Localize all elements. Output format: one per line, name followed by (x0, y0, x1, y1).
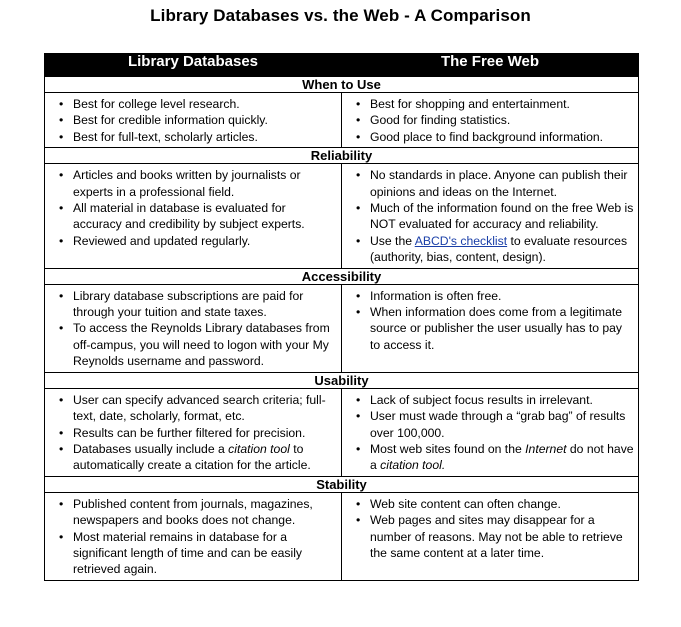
page-title: Library Databases vs. the Web - A Comparison (150, 6, 531, 25)
list-item: • Much of the information found on the free Web is NOT evaluated for accuracy and reliability. (342, 200, 634, 233)
comparison-table (44, 53, 639, 581)
list-item: • All material in database is evaluated for accuracy and credibility by subject experts. (45, 200, 337, 233)
list-item: • When information does come from a legitimate source or publisher the user usually has to pay to access it. (342, 304, 634, 353)
list-item: • Lack of subject focus results in irrelevant. (342, 392, 634, 408)
list-item: • Reviewed and updated regularly. (45, 233, 337, 249)
web-cell (342, 164, 639, 268)
column-header-row (45, 54, 639, 77)
web-cell (342, 93, 639, 148)
text-part: do not have a (370, 441, 634, 473)
list-item: • User can specify advanced search criteria; full-text, date, scholarly, format, etc. (45, 392, 337, 425)
italic-text: Internet (525, 441, 567, 456)
library-cell (45, 164, 342, 268)
list-item: • Best for shopping and entertainment. (342, 96, 634, 112)
web-cell (342, 388, 639, 476)
list-item: • Most material remains in database for a significant length of time and can be easily retrieved again. (45, 529, 337, 578)
list-item: • Articles and books written by journalists or experts in a professional field. (45, 167, 337, 200)
library-cell (45, 492, 342, 580)
list-item: • Web pages and sites may disappear for a number of reasons. May not be able to retrieve the same content at a later time. (342, 512, 634, 561)
list-item: • To access the Reynolds Library databases from off-campus, you will need to logon with your My Reynolds username and password. (45, 320, 337, 369)
column-header-library: Library Databases (45, 54, 342, 77)
list-item (45, 441, 337, 474)
section-row (45, 164, 639, 268)
section-header: Usability (45, 372, 639, 388)
web-cell (342, 492, 639, 580)
link-suffix: to evaluate resources (authority, bias, content, design). (370, 233, 628, 265)
library-cell (45, 388, 342, 476)
list-item: • Best for credible information quickly. (45, 112, 337, 128)
library-cell (45, 93, 342, 148)
list-item: • Good place to find background information. (342, 129, 634, 145)
text-part: Most web sites found on the (370, 441, 526, 456)
text-part: Databases usually include a (73, 441, 229, 456)
section-header: Stability (45, 476, 639, 492)
link-prefix: Use the (370, 233, 415, 248)
italic-text: citation tool (228, 441, 290, 456)
web-cell (342, 284, 639, 372)
italic-text: citation tool. (380, 458, 446, 473)
list-item: • Best for college level research. (45, 96, 337, 112)
section-header: Reliability (45, 148, 639, 164)
library-cell (45, 284, 342, 372)
section-row (45, 93, 639, 148)
section-row (45, 388, 639, 476)
list-item (342, 233, 634, 266)
section-header: Accessibility (45, 268, 639, 284)
list-item (342, 441, 634, 474)
list-item: • No standards in place. Anyone can publish their opinions and ideas on the Internet. (342, 167, 634, 200)
list-item: • Library database subscriptions are paid for through your tuition and state taxes. (45, 288, 337, 321)
list-item: • Published content from journals, magazines, newspapers and books does not change. (45, 496, 337, 529)
list-item: • Best for full-text, scholarly articles. (45, 129, 337, 145)
column-header-web: The Free Web (342, 54, 639, 77)
section-header: When to Use (45, 77, 639, 93)
section-row (45, 492, 639, 580)
list-item: • User must wade through a “grab bag” of results over 100,000. (342, 408, 634, 441)
text-part: to automatically create a citation for the article. (73, 441, 311, 473)
list-item: • Good for finding statistics. (342, 112, 634, 128)
list-item: • Web site content can often change. (342, 496, 634, 512)
list-item: • Information is often free. (342, 288, 634, 304)
section-row (45, 284, 639, 372)
list-item: • Results can be further filtered for precision. (45, 425, 337, 441)
abcd-checklist-link[interactable]: ABCD's checklist (414, 233, 508, 248)
